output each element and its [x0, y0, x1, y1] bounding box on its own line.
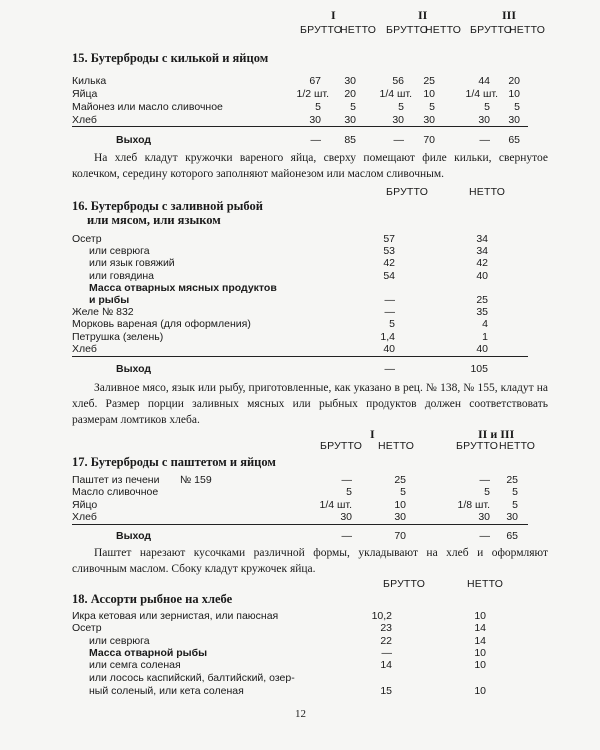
recipe-description-16: Заливное мясо, язык или рыбу, приготовленные, как указано в рец. № 138, № 155, кладут на хлеб. Размер порции заливных мясных или рыбных продуктов должен соответствовать размерам ломтиков хлеба. — [72, 382, 548, 426]
value-cell: 15 — [380, 685, 392, 697]
ingredient-name: или говядина — [89, 270, 154, 282]
value-cell: 5 — [429, 101, 435, 113]
yield-label: Выход — [116, 134, 152, 146]
value-cell: 5 — [512, 486, 518, 498]
value-cell: 67 — [309, 75, 321, 87]
value-cell: 10 — [474, 647, 486, 659]
col-brutto: БРУТТО — [386, 186, 429, 198]
value-cell: 34 — [476, 233, 488, 245]
value-cell: 14 — [474, 635, 486, 647]
value-cell: 25 — [423, 75, 435, 87]
ingredient-name: Яйца — [72, 88, 98, 100]
value-cell: 5 — [400, 486, 406, 498]
ingredient-name: или севрюга — [89, 245, 150, 257]
value-cell: 30 — [478, 114, 490, 126]
value-cell: 30 — [392, 114, 404, 126]
yield-label: Выход — [116, 363, 152, 375]
page-number: 12 — [295, 708, 306, 720]
value-cell: 42 — [476, 257, 488, 269]
value-cell: 54 — [383, 270, 395, 282]
ingredient-name: Осетр — [72, 622, 102, 634]
value-cell: 30 — [506, 511, 518, 523]
col-brutto: БРУТТО — [320, 440, 363, 452]
value-cell: 30 — [478, 511, 490, 523]
value-cell: 53 — [383, 245, 395, 257]
value-cell: 5 — [350, 101, 356, 113]
value-cell: 56 — [392, 75, 404, 87]
value-cell: 70 — [394, 530, 406, 542]
value-cell: — — [384, 306, 395, 318]
col-brutto: БРУТТО — [300, 24, 343, 36]
col-netto: НЕТТО — [467, 578, 504, 590]
ingredient-name: или лосось каспийский, балтийский, озер- — [89, 672, 295, 684]
recipe-title-15: 15. Бутерброды с килькой и яйцом — [72, 51, 269, 65]
recipe-title-17: 17. Бутерброды с паштетом и яйцом — [72, 455, 276, 469]
table-rule — [72, 356, 528, 357]
value-cell: 5 — [512, 499, 518, 511]
value-cell: — — [341, 530, 352, 542]
col-brutto: БРУТТО — [386, 24, 429, 36]
value-cell: 22 — [380, 635, 392, 647]
value-cell: 40 — [476, 270, 488, 282]
value-cell: 30 — [394, 511, 406, 523]
value-cell: 5 — [514, 101, 520, 113]
value-cell: — — [310, 134, 321, 146]
ingredient-name: Масса отварной рыбы — [89, 647, 208, 659]
recipe-title-18: 18. Ассорти рыбное на хлебе — [72, 592, 233, 606]
col-netto: НЕТТО — [509, 24, 546, 36]
value-cell: 14 — [474, 622, 486, 634]
value-cell: 25 — [476, 294, 488, 306]
value-cell: 14 — [380, 659, 392, 671]
value-cell: — — [393, 134, 404, 146]
col-brutto: БРУТТО — [456, 440, 499, 452]
col-netto: НЕТТО — [425, 24, 462, 36]
ingredient-name: Килька — [72, 75, 107, 87]
ingredient-name: ный соленый, или кета соленая — [89, 685, 244, 697]
recipe-title-16: 16. Бутерброды с заливной рыбой — [72, 199, 263, 213]
value-cell: 25 — [506, 474, 518, 486]
value-cell: 57 — [383, 233, 395, 245]
table-rule — [72, 524, 528, 525]
value-cell: 1/4 шт. — [319, 499, 352, 511]
value-cell: — — [479, 134, 490, 146]
value-cell: 70 — [423, 134, 435, 146]
value-cell: 1/8 шт. — [457, 499, 490, 511]
ingredient-name: Хлеб — [72, 511, 97, 523]
value-cell: 10 — [474, 659, 486, 671]
value-cell: 1,4 — [380, 331, 395, 343]
value-cell: 25 — [394, 474, 406, 486]
value-cell: 65 — [506, 530, 518, 542]
value-cell: 10 — [423, 88, 435, 100]
value-cell: 5 — [389, 318, 395, 330]
col-netto: НЕТТО — [499, 440, 536, 452]
ingredient-name: Хлеб — [72, 343, 97, 355]
portion-header-1: I — [370, 427, 375, 441]
ingredient-name: Хлеб — [72, 114, 97, 126]
recipe-description-17: Паштет нарезают кусочками различной формы, укладывают на хлеб и оформляют сливочным маслом. Сбоку кладут кружочек яйца. — [72, 547, 548, 575]
ingredient-name: или семга соленая — [89, 659, 181, 671]
value-cell: 35 — [476, 306, 488, 318]
value-cell: 30 — [344, 75, 356, 87]
col-brutto: БРУТТО — [470, 24, 513, 36]
col-brutto: БРУТТО — [383, 578, 426, 590]
value-cell: 1/2 шт. — [296, 88, 329, 100]
value-cell: 65 — [508, 134, 520, 146]
ingredient-name: Яйцо — [72, 499, 98, 511]
value-cell: — — [381, 647, 392, 659]
value-cell: 20 — [344, 88, 356, 100]
ingredient-name: или севрюга — [89, 635, 150, 647]
ingredient-name: Икра кетовая или зернистая, или паюсная — [72, 610, 279, 622]
value-cell: 30 — [340, 511, 352, 523]
value-cell: 10 — [394, 499, 406, 511]
portion-header-2: II — [418, 8, 428, 22]
ingredient-name: или язык говяжий — [89, 257, 175, 269]
value-cell: 4 — [482, 318, 488, 330]
value-cell: — — [384, 363, 395, 375]
value-cell: 5 — [484, 486, 490, 498]
value-cell: 30 — [423, 114, 435, 126]
yield-label: Выход — [116, 530, 152, 542]
col-netto: НЕТТО — [469, 186, 506, 198]
value-cell: 34 — [476, 245, 488, 257]
value-cell: — — [384, 294, 395, 306]
value-cell: 20 — [508, 75, 520, 87]
value-cell: 85 — [344, 134, 356, 146]
value-cell: 1/4 шт. — [465, 88, 498, 100]
value-cell: 10,2 — [371, 610, 392, 622]
ingredient-name: Майонез или масло сливочное — [72, 101, 223, 113]
value-cell: 5 — [315, 101, 321, 113]
value-cell: 23 — [380, 622, 392, 634]
value-cell: — — [479, 530, 490, 542]
value-cell: 30 — [508, 114, 520, 126]
portion-header-2-3: II и III — [478, 427, 515, 441]
col-netto: НЕТТО — [378, 440, 415, 452]
ingredient-name: и рыбы — [89, 294, 130, 306]
value-cell: 30 — [344, 114, 356, 126]
value-cell: 1 — [482, 331, 488, 343]
recipe-title-16-cont: или мясом, или языком — [87, 213, 221, 227]
recipe-ref: № 159 — [180, 474, 212, 486]
value-cell: 10 — [508, 88, 520, 100]
value-cell: 5 — [398, 101, 404, 113]
value-cell: 10 — [474, 610, 486, 622]
ingredient-name: Петрушка (зелень) — [72, 331, 164, 343]
value-cell: 5 — [346, 486, 352, 498]
ingredient-name: Желе № 832 — [72, 306, 134, 318]
ingredient-name: Масло сливочное — [72, 486, 159, 498]
ingredient-name: Масса отварных мясных продуктов — [89, 282, 277, 294]
col-netto: НЕТТО — [340, 24, 377, 36]
ingredient-name: Паштет из печени — [72, 474, 160, 486]
value-cell: 1/4 шт. — [379, 88, 412, 100]
value-cell: 30 — [309, 114, 321, 126]
ingredient-name: Осетр — [72, 233, 102, 245]
table-rule — [72, 126, 528, 127]
value-cell: 5 — [484, 101, 490, 113]
value-cell: — — [479, 474, 490, 486]
recipe-description-15: На хлеб кладут кружочки вареного яйца, сверху помещают филе кильки, свернутое колечком, середину которого заполняют майонезом или маслом сливочным. — [72, 152, 548, 180]
ingredient-name: Морковь вареная (для оформления) — [72, 318, 251, 330]
value-cell: 42 — [383, 257, 395, 269]
value-cell: 105 — [470, 363, 488, 375]
value-cell: 40 — [383, 343, 395, 355]
portion-header-1: I — [331, 8, 336, 22]
portion-header-3: III — [502, 8, 517, 22]
value-cell: 40 — [476, 343, 488, 355]
value-cell: 44 — [478, 75, 490, 87]
value-cell: — — [341, 474, 352, 486]
value-cell: 10 — [474, 685, 486, 697]
